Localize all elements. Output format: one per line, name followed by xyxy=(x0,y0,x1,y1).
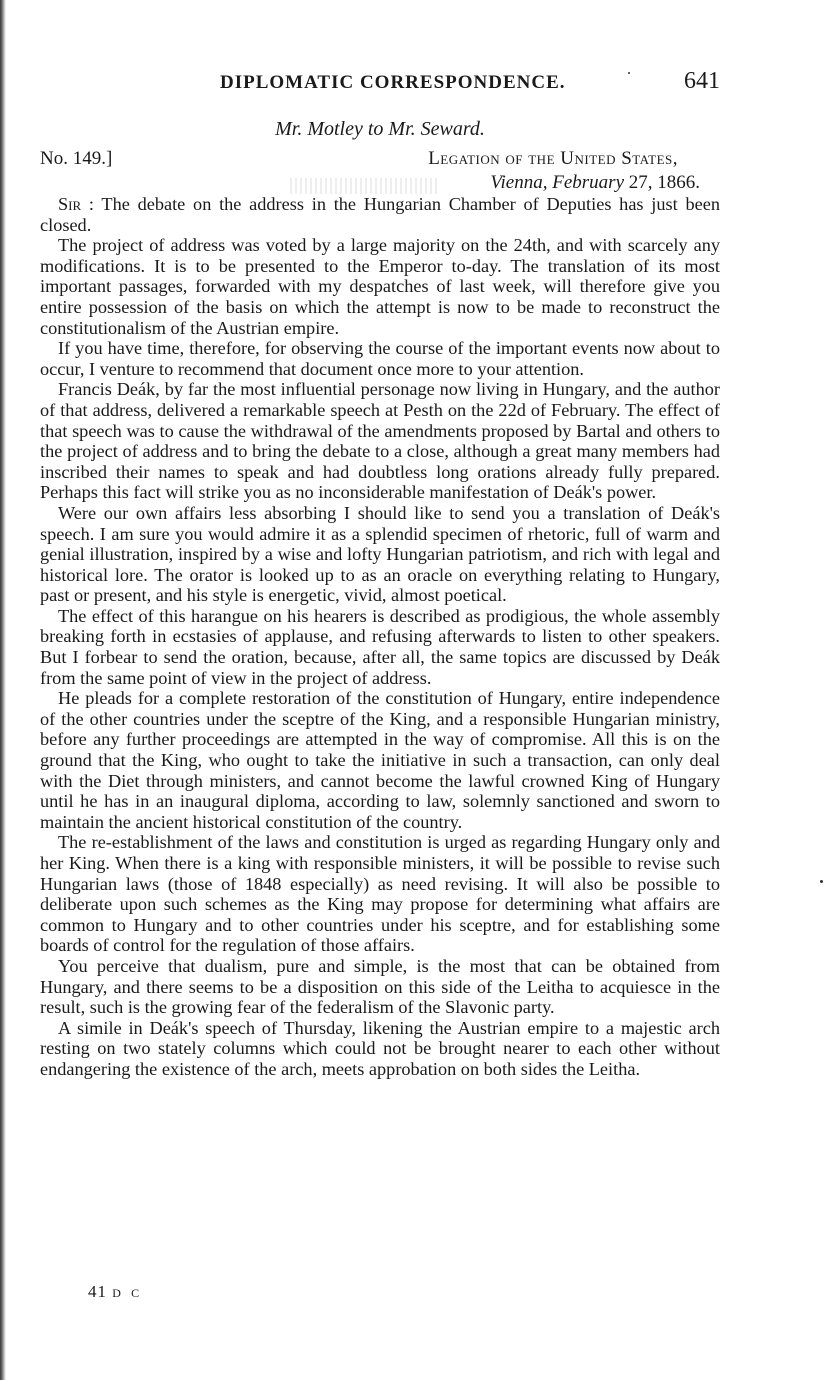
paragraph-4: Francis Deák, by far the most influential personage now living in Hungary, and the author of that address, delivered a remarkable speech at Pesth on the 22d of February. The effect of that speech was to cause the withdrawal of the amendments proposed by Bartal and others to the project of address and to bring the debate to a close, although a great many members had inscribed their names to speak and had doubtless long orations already fully prepared. Perhaps this fact will strike you as no inconsiderable manifestation of Deák's power. xyxy=(40,379,720,503)
page-header xyxy=(40,68,720,98)
letter-heading: Mr. Motley to Mr. Seward. xyxy=(275,118,485,140)
paragraph-7: He pleads for a complete restoration of the constitution of Hungary, entire independence of the other countries under the sceptre of the King, and a responsible Hungarian ministry, before any further proceedings are attempted in the way of compromise. All this is on the ground that the King, who ought to take the initiative in such a transaction, can only deal with the Diet through ministers, and cannot become the lawful crowned King of Hungary until he has in an inaugural diploma, according to law, solemnly sanctioned and sworn to maintain the ancient historical constitution of the country. xyxy=(40,688,720,832)
paragraph-2: The project of address was voted by a large majority on the 24th, and with scarcely any modifications. It is to be presented to the Emperor to-day. The translation of its most important passages, forwarded with my despatches of last week, will therefore give you entire possession of the basis on which the attempt is now to be made to reconstruct the constitutionalism of the Austrian empire. xyxy=(40,235,720,338)
letter-reference-line xyxy=(40,148,720,172)
paragraph-1 xyxy=(40,194,720,235)
running-title: DIPLOMATIC CORRESPONDENCE. xyxy=(220,72,566,93)
page-number: 641 xyxy=(684,68,720,94)
page-binding-edge xyxy=(0,0,6,1380)
dateline xyxy=(40,172,700,194)
dateline-place-month: Vienna, February xyxy=(490,172,624,193)
salutation: Sir : xyxy=(58,194,94,214)
legation-name: Legation of the United States, xyxy=(428,148,678,169)
paragraph-5: Were our own affairs less absorbing I should like to send you a translation of Deák's speech. I am sure you would admire it as a splendid specimen of rhetoric, full of warm and genial illustration, inspired by a wise and lofty Hungarian patriotism, and rich with legal and historical lore. The orator is looked up to as an oracle on everything relating to Hungary, past or present, and his style is energetic, vivid, almost poetical. xyxy=(40,502,720,606)
paragraph-8: The re-establishment of the laws and constitution is urged as regarding Hungary only and her King. When there is a king with responsible ministers, it will be possible to revise such Hungarian laws (those of 1848 especially) as need revising. It will also be possible to deliberate upon such schemes as the King may propose for determining what affairs are common to Hungary and to other countries under his sceptre, and for establishing some boards of control for the regulation of those affairs. xyxy=(40,832,720,956)
signature-number: 41 xyxy=(88,1282,107,1301)
paragraph-3: If you have time, therefore, for observing the course of the important events now about to occur, I venture to recommend that document once more to your attention. xyxy=(40,338,720,379)
paragraph-1-text: The debate on the address in the Hungarian Chamber of Deputies has just been closed. xyxy=(40,194,720,235)
dateline-day-year: 27, 1866. xyxy=(624,172,700,193)
printer-signature-mark xyxy=(88,1282,142,1302)
paragraph-9: You perceive that dualism, pure and simple, is the most that can be obtained from Hungary, and there seems to be a disposition on this side of the Leitha to acquiesce in the result, such is the growing fear of the federalism of the Slavonic party. xyxy=(40,955,720,1018)
letter-body xyxy=(40,194,720,1080)
ink-speck xyxy=(820,880,823,883)
despatch-number: No. 149.] xyxy=(40,148,113,169)
paragraph-6: The effect of this harangue on his hearers is described as prodigious, the whole assembly breaking forth in ecstasies of applause, and refusing afterwards to listen to other speakers. But I forbear to send the oration, because, after all, the same topics are discussed by Deák from the same point of view in the project of address. xyxy=(40,605,720,688)
signature-letters: d c xyxy=(112,1282,143,1301)
ink-speck xyxy=(628,72,630,74)
paragraph-10: A simile in Deák's speech of Thursday, likening the Austrian empire to a majestic arch resting on two stately columns which could not be brought nearer to each other without endangering the existence of the arch, meets approbation on both sides the Leitha. xyxy=(40,1017,720,1079)
